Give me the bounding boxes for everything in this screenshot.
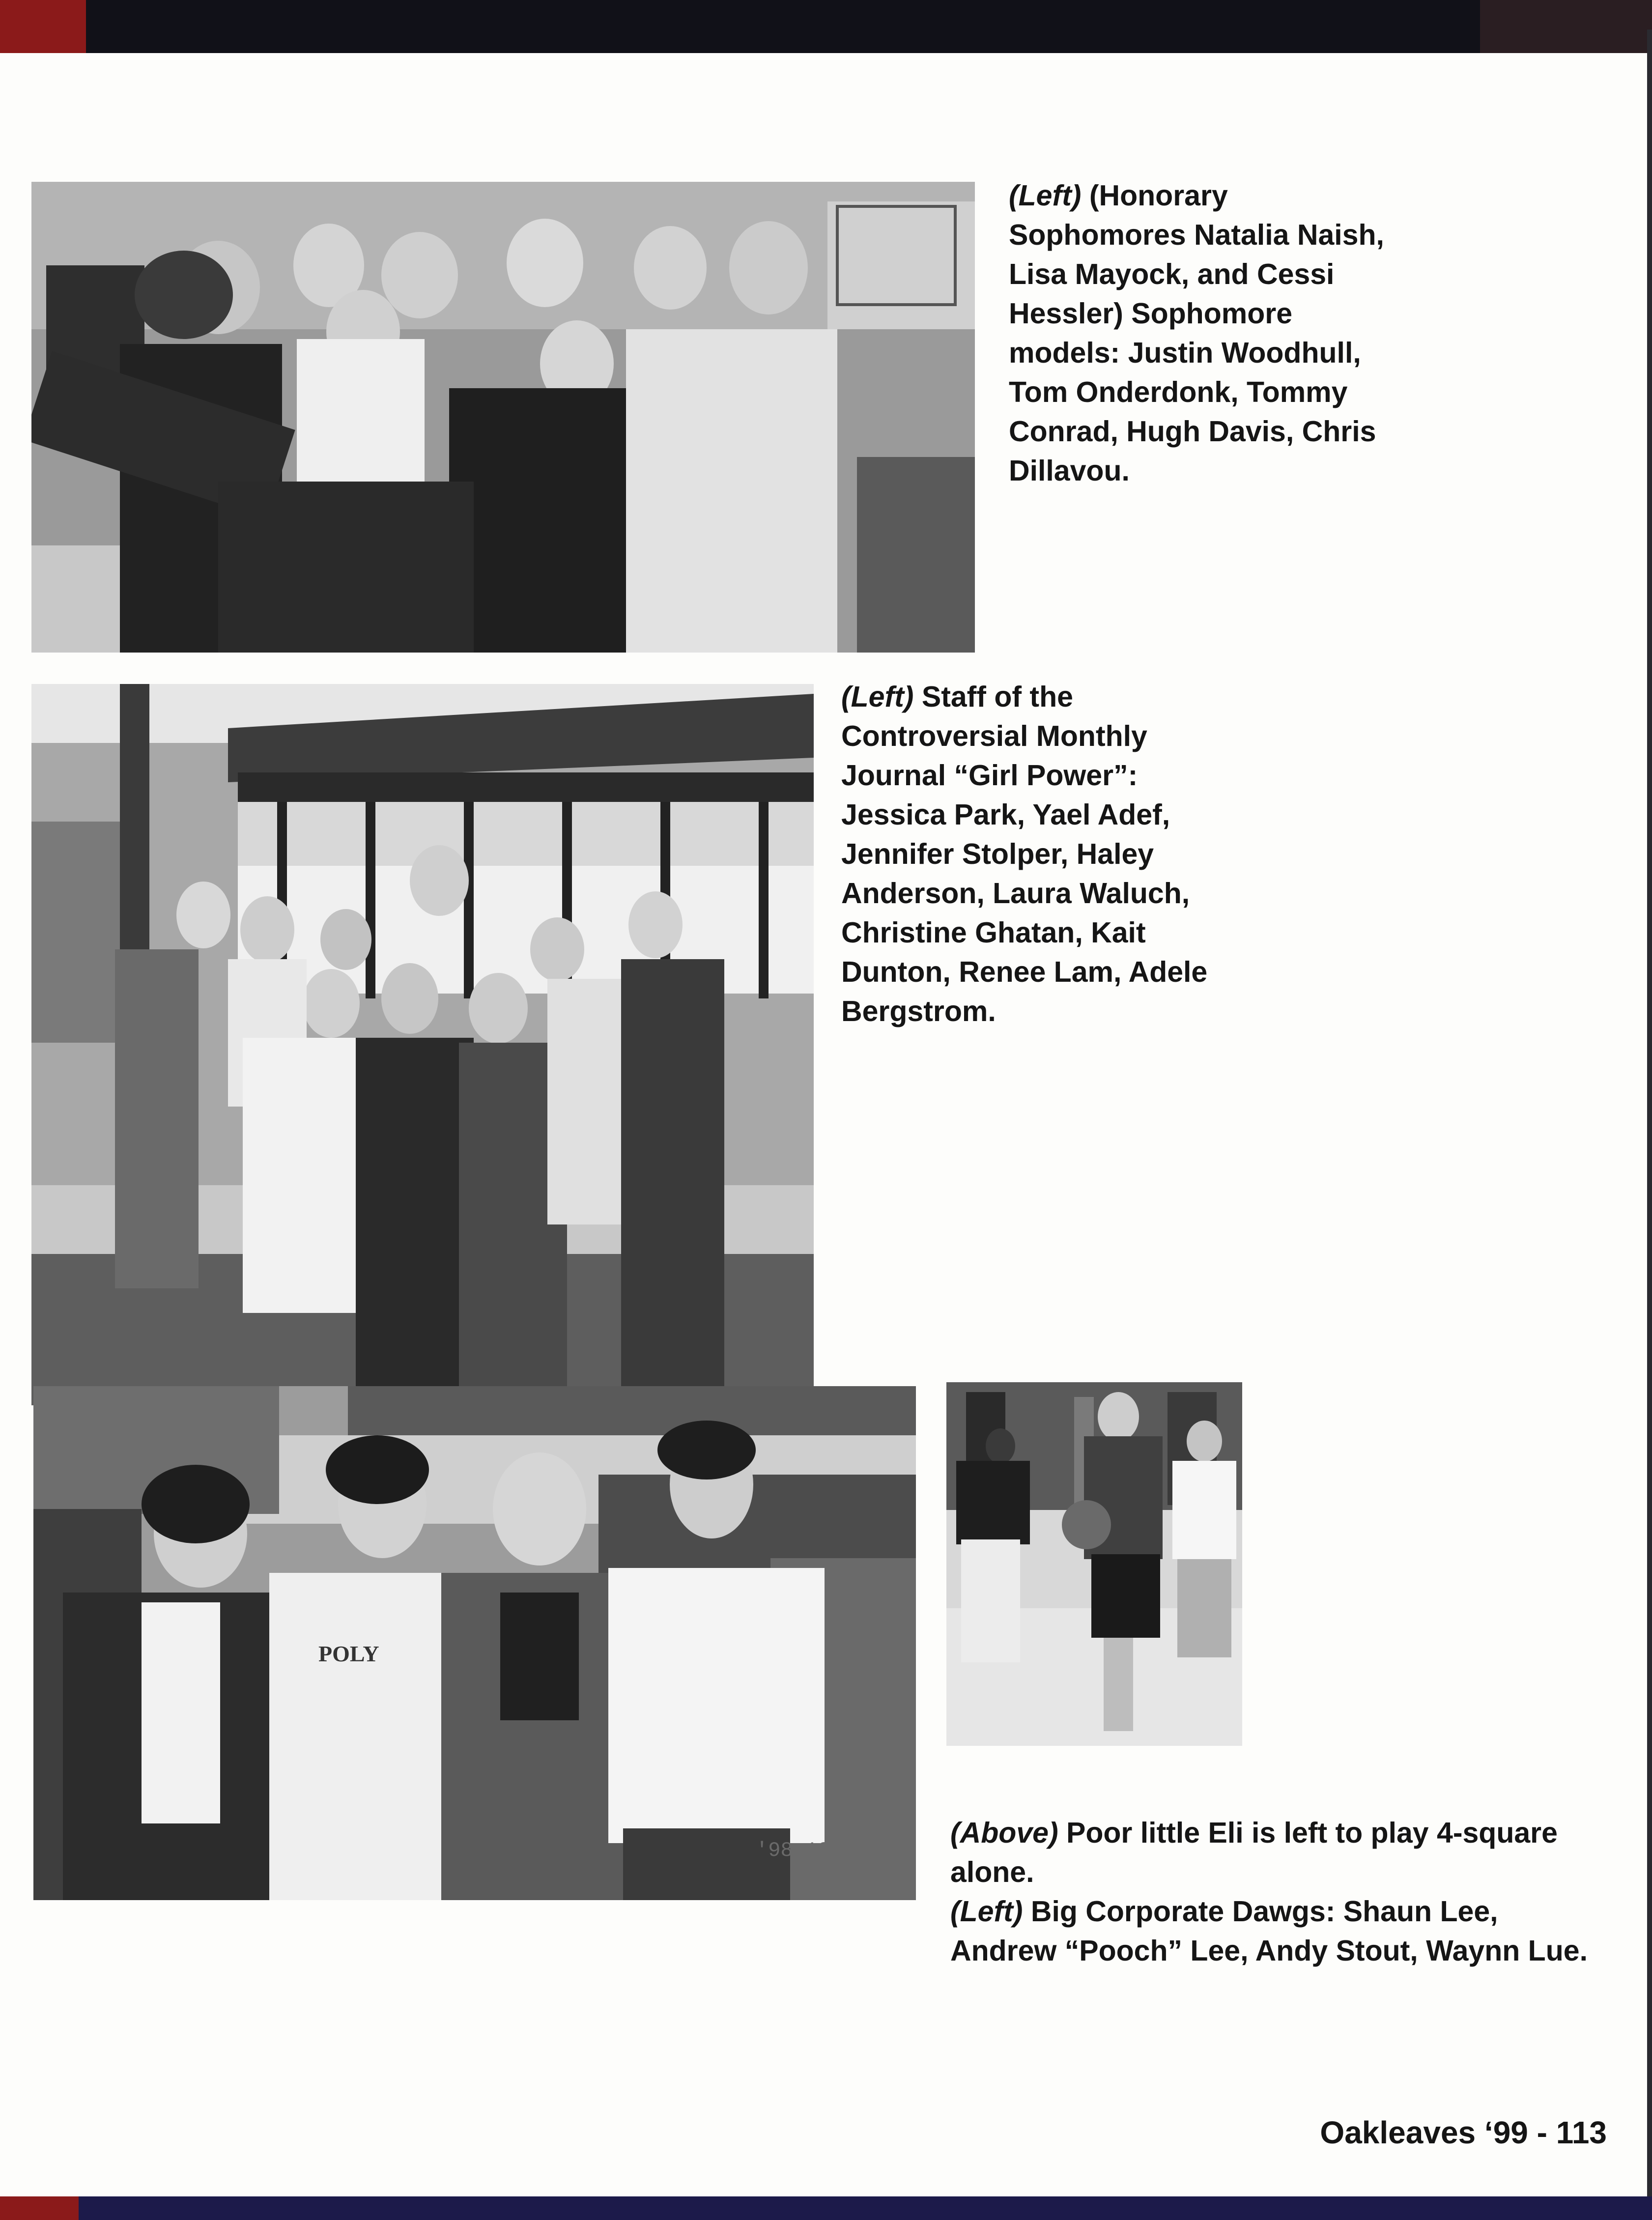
caption-text: Poor little Eli is left to play 4-square alone.	[950, 1817, 1558, 1888]
caption-lead: (Left)	[1009, 179, 1082, 212]
caption-lead: (Left)	[841, 681, 914, 713]
caption-sophomore-models	[1009, 176, 1392, 490]
date-stamp: '98 10 19	[756, 1839, 867, 1862]
scan-edge-top	[0, 0, 1652, 54]
shirt-text: POLY	[318, 1641, 379, 1666]
caption-text: Staff of the Controversial Monthly Journal “Girl Power”: Jessica Park, Yael Adef, Jennifer Stolper, Haley Anderson, Laura Waluch, Christine Ghatan, Kait Dunton, Renee Lam, Adele Bergstrom.	[841, 681, 1208, 1027]
caption-lead: (Left)	[950, 1895, 1023, 1928]
caption-text: (Honorary Sophomores Natalia Naish, Lisa Mayock, and Cessi Hessler) Sophomore models: Justin Woodhull, Tom Onderdonk, Tommy Conrad, Hugh Davis, Chris Dillavou.	[1009, 179, 1384, 487]
caption-text: Big Corporate Dawgs: Shaun Lee, Andrew “Pooch” Lee, Andy Stout, Waynn Lue.	[950, 1895, 1588, 1967]
photo-girl-power-staff	[31, 684, 814, 1405]
yearbook-page	[0, 53, 1647, 2198]
scan-edge-top-right	[1480, 0, 1652, 54]
page-footer: Oakleaves ‘99 - 113	[1320, 2115, 1607, 2150]
photo-big-corporate-dawgs	[33, 1386, 916, 1900]
photo-sophomore-models	[31, 182, 975, 653]
photo-four-square	[946, 1382, 1242, 1746]
scan-edge-bottom-red	[0, 2196, 79, 2220]
caption-girl-power-staff	[841, 677, 1215, 1031]
scan-edge-bottom	[0, 2196, 1652, 2220]
caption-above	[950, 1813, 1589, 1892]
caption-four-square-and-dawgs	[950, 1813, 1589, 1970]
scan-edge-right	[1647, 29, 1652, 2201]
caption-lead: (Above)	[950, 1817, 1058, 1849]
caption-left	[950, 1892, 1589, 1970]
scan-edge-top-red	[0, 0, 86, 54]
